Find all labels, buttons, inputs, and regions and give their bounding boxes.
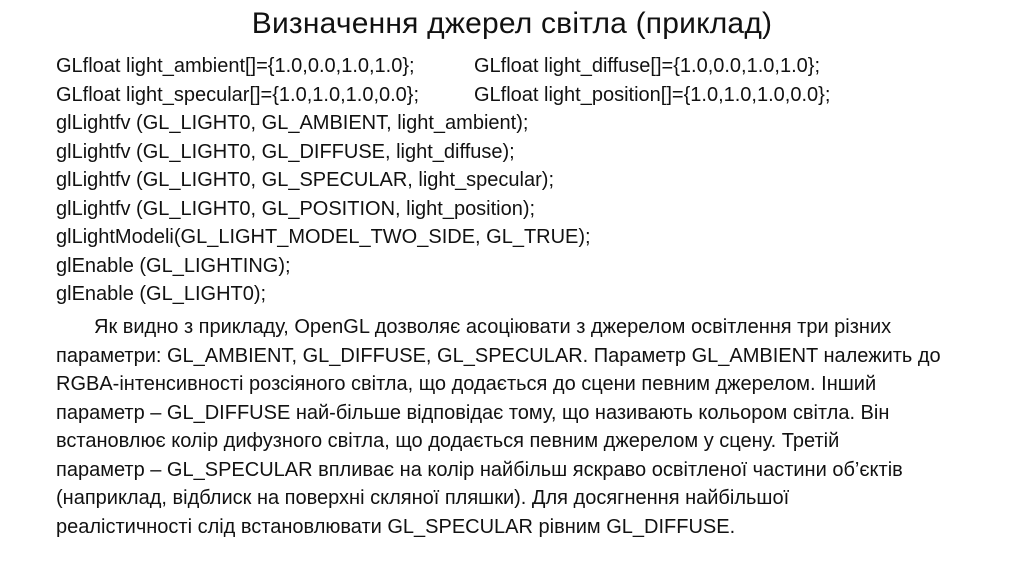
- code-block: [56, 52, 1006, 309]
- code-decl-light-specular: GLfloat light_specular[]={1.0,1.0,1.0,0.0};: [56, 83, 420, 106]
- explanation-paragraph: [56, 313, 996, 541]
- code-line: glLightfv (GL_LIGHT0, GL_SPECULAR, light_specular);: [56, 169, 554, 191]
- paragraph-line: реалістичності слід встановлювати GL_SPECULAR рівним GL_DIFFUSE.: [56, 515, 736, 538]
- code-decl-light-ambient: GLfloat light_ambient[]={1.0,0.0,1.0,1.0};: [56, 55, 415, 77]
- code-line: glLightfv (GL_LIGHT0, GL_POSITION, light_position);: [56, 197, 536, 220]
- paragraph-line: (наприклад, відблиск на поверхні скляної пляшки). Для досягнення найбільшої: [56, 487, 790, 509]
- paragraph-line: параметри: GL_AMBIENT, GL_DIFFUSE, GL_SPECULAR. Параметр GL_AMBIENT належить до: [56, 344, 941, 367]
- code-decl-light-position: GLfloat light_position[]={1.0,1.0,1.0,0.0};: [474, 83, 831, 106]
- slide-title: Визначення джерел світла (приклад): [251, 7, 773, 40]
- paragraph-line: параметр – GL_SPECULAR впливає на колір найбільш яскраво освітленої частини об’єктів: [56, 458, 903, 481]
- code-line: glLightModeli(GL_LIGHT_MODEL_TWO_SIDE, GL_TRUE);: [56, 226, 591, 248]
- paragraph-line: встановлює колір дифузного світла, що додається певним джерелом у сцену. Третій: [56, 430, 840, 452]
- code-line: glLightfv (GL_LIGHT0, GL_DIFFUSE, light_diffuse);: [56, 140, 515, 163]
- code-line: glLightfv (GL_LIGHT0, GL_AMBIENT, light_ambient);: [56, 112, 529, 134]
- code-decl-light-diffuse: GLfloat light_diffuse[]={1.0,0.0,1.0,1.0};: [474, 55, 821, 77]
- code-line: glEnable (GL_LIGHTING);: [56, 254, 291, 277]
- paragraph-line: RGBA-інтенсивності розсіяного світла, що додається до сцени певним джерелом. Інший: [56, 373, 877, 395]
- code-declaration-row-1: [56, 52, 1006, 81]
- code-line: glEnable (GL_LIGHT0);: [56, 283, 267, 305]
- code-declaration-row-2: [56, 81, 1006, 110]
- paragraph-line: параметр – GL_DIFFUSE най-більше відповідає тому, що називають кольором світла. Він: [56, 401, 890, 424]
- paragraph-line: Як видно з прикладу, OpenGL дозволяє асоціювати з джерелом освітлення три різних: [94, 316, 892, 338]
